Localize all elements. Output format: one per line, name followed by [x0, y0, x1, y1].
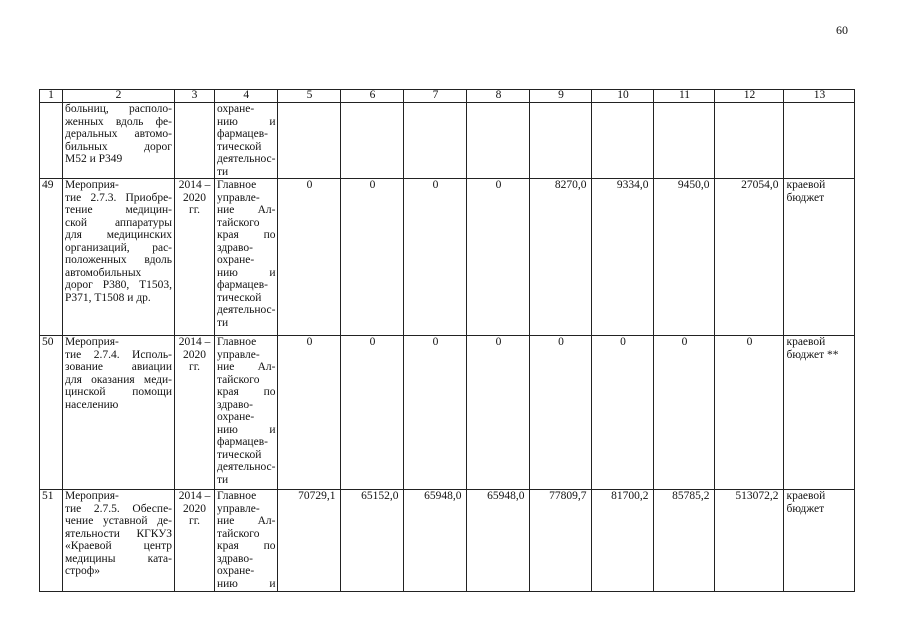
- value-cell: 0: [278, 179, 341, 336]
- measure-name-line: для медицинских: [65, 229, 172, 241]
- measure-name-line: автомобильных: [65, 266, 142, 279]
- value-cell: 27054,0: [715, 179, 784, 336]
- funding-source-line: краевой: [786, 490, 826, 502]
- measure-name-line: Мероприя-: [65, 490, 119, 502]
- value-cell: [467, 103, 530, 179]
- column-header: 6: [341, 90, 404, 103]
- period-line: гг.: [188, 204, 200, 216]
- column-header: 5: [278, 90, 341, 103]
- value-cell: [404, 103, 467, 179]
- value-cell: 9334,0: [592, 179, 654, 336]
- measure-name-line: деральных автомо-: [65, 128, 172, 140]
- table-row: [40, 336, 855, 490]
- value-cell: [592, 103, 654, 179]
- executor-line: тайского: [217, 527, 260, 540]
- value-cell: 0: [278, 336, 341, 490]
- executor-line: края по: [217, 229, 276, 241]
- measure-name-line: тие 2.7.5. Обеспе-: [65, 502, 172, 515]
- column-header: 7: [404, 90, 467, 103]
- value-cell: 0: [404, 336, 467, 490]
- executor-line: здраво-: [217, 398, 253, 411]
- column-header: 13: [784, 90, 855, 103]
- executor-line: нию и: [217, 266, 276, 279]
- measure-name-line: чение уставной де-: [65, 515, 172, 527]
- value-cell: 0: [467, 336, 530, 490]
- executor-line: нию и: [217, 115, 276, 128]
- value-cell: [341, 103, 404, 179]
- value-cell: [278, 103, 341, 179]
- executor-line: деятельнос-: [217, 153, 276, 165]
- measure-name-line: положенных вдоль: [65, 254, 172, 266]
- measure-name-line: женных вдоль фе-: [65, 115, 172, 128]
- executor-line: тической: [217, 291, 262, 304]
- executor-line: фармацев-: [217, 128, 268, 140]
- column-header: 12: [715, 90, 784, 103]
- funding-source: [784, 336, 855, 490]
- value-cell: [654, 103, 715, 179]
- funding-source-line: бюджет: [786, 502, 825, 515]
- executor-line: тайского: [217, 216, 260, 229]
- value-cell: 77809,7: [530, 490, 592, 592]
- period-line: 2020: [183, 191, 206, 204]
- executor-line: тической: [217, 140, 262, 153]
- value-cell: 0: [654, 336, 715, 490]
- value-cell: 65948,0: [404, 490, 467, 592]
- executor-line: деятельнос-: [217, 304, 276, 316]
- executor-line: края по: [217, 386, 276, 398]
- measure-name-line: М52 и Р349: [65, 153, 123, 165]
- row-number: 49: [40, 179, 63, 336]
- measure-name-line: организаций, рас-: [65, 241, 172, 254]
- period-line: гг.: [188, 361, 200, 373]
- measure-name-line: зование авиации: [65, 361, 172, 373]
- executor-line: управле-: [217, 191, 260, 204]
- measure-name: [63, 103, 175, 179]
- funding-source: [784, 179, 855, 336]
- value-cell: 81700,2: [592, 490, 654, 592]
- period-line: 2014 –: [178, 179, 211, 191]
- table-row: [40, 490, 855, 592]
- table-row: [40, 179, 855, 336]
- value-cell: 0: [592, 336, 654, 490]
- executor: [215, 490, 278, 592]
- period: [175, 179, 215, 336]
- value-cell: 513072,2: [715, 490, 784, 592]
- executor-line: фармацев-: [217, 436, 268, 448]
- executor: [215, 103, 278, 179]
- measure-name-line: больниц, располо-: [65, 103, 172, 115]
- measure-name-line: тие 2.7.3. Приобре-: [65, 191, 172, 204]
- measure-name: [63, 490, 175, 592]
- measure-name: [63, 179, 175, 336]
- measure-name-line: тие 2.7.4. Исполь-: [65, 348, 172, 361]
- row-number: 51: [40, 490, 63, 592]
- measure-name-line: ской аппаратуры: [65, 216, 172, 229]
- funding-source-line: краевой: [786, 179, 826, 191]
- executor-line: Главное: [217, 179, 257, 191]
- funding-source: [784, 103, 855, 179]
- period-line: 2014 –: [178, 490, 211, 502]
- funding-source-line: краевой: [786, 336, 826, 348]
- executor-line: края по: [217, 540, 276, 552]
- executor-line: охране-: [217, 565, 255, 577]
- value-cell: 0: [404, 179, 467, 336]
- header-row: [40, 90, 855, 103]
- executor-line: управле-: [217, 348, 260, 361]
- value-cell: 65948,0: [467, 490, 530, 592]
- measure-name-line: ятельности КГКУЗ: [65, 527, 172, 540]
- column-header: 8: [467, 90, 530, 103]
- funding-source: [784, 490, 855, 592]
- executor-line: Главное: [217, 336, 257, 348]
- value-cell: 9450,0: [654, 179, 715, 336]
- column-header: 9: [530, 90, 592, 103]
- executor-line: охране-: [217, 103, 255, 115]
- measure-name-line: дорог Р380, Т1503,: [65, 279, 172, 291]
- value-cell: 85785,2: [654, 490, 715, 592]
- value-cell: 65152,0: [341, 490, 404, 592]
- executor: [215, 336, 278, 490]
- period: [175, 490, 215, 592]
- executor-line: нию и: [217, 423, 276, 436]
- executor-line: ние Ал-: [217, 204, 276, 216]
- value-cell: 70729,1: [278, 490, 341, 592]
- executor-line: нию и: [217, 577, 276, 590]
- value-cell: 8270,0: [530, 179, 592, 336]
- value-cell: [530, 103, 592, 179]
- measure-name-line: тение медицин-: [65, 204, 172, 216]
- executor-line: тайского: [217, 373, 260, 386]
- value-cell: 0: [715, 336, 784, 490]
- funding-source-line: бюджет **: [786, 348, 839, 361]
- value-cell: 0: [341, 179, 404, 336]
- column-header: 1: [40, 90, 63, 103]
- value-cell: 0: [341, 336, 404, 490]
- value-cell: [715, 103, 784, 179]
- measure-name-line: бильных дорог: [65, 140, 172, 153]
- measure-name-line: строф»: [65, 565, 100, 577]
- executor-line: управле-: [217, 502, 260, 515]
- executor-line: фармацев-: [217, 279, 268, 291]
- column-header: 3: [175, 90, 215, 103]
- period: [175, 103, 215, 179]
- measure-name-line: Мероприя-: [65, 336, 119, 348]
- measure-name: [63, 336, 175, 490]
- row-number: 50: [40, 336, 63, 490]
- executor-line: ти: [217, 473, 229, 486]
- budget-table: [39, 89, 855, 592]
- funding-source-line: бюджет: [786, 191, 825, 204]
- value-cell: 0: [530, 336, 592, 490]
- executor-line: здраво-: [217, 241, 253, 254]
- measure-name-line: населению: [65, 398, 119, 411]
- measure-name-line: Р371, Т1508 и др.: [65, 291, 151, 304]
- page-number: 60: [836, 23, 848, 37]
- period-line: 2020: [183, 502, 206, 515]
- executor-line: ти: [217, 165, 229, 178]
- period-line: 2020: [183, 348, 206, 361]
- executor-line: ние Ал-: [217, 361, 276, 373]
- executor-line: тической: [217, 448, 262, 461]
- executor-line: ти: [217, 316, 229, 329]
- measure-name-line: для оказания меди-: [65, 373, 172, 386]
- executor-line: ние Ал-: [217, 515, 276, 527]
- executor-line: деятельнос-: [217, 461, 276, 473]
- column-header: 2: [63, 90, 175, 103]
- measure-name-line: Мероприя-: [65, 179, 119, 191]
- column-header: 4: [215, 90, 278, 103]
- executor-line: охране-: [217, 254, 255, 266]
- executor-line: Главное: [217, 490, 257, 502]
- row-number: [40, 103, 63, 179]
- period: [175, 336, 215, 490]
- executor: [215, 179, 278, 336]
- table-row: [40, 103, 855, 179]
- measure-name-line: цинской помощи: [65, 386, 172, 398]
- executor-line: охране-: [217, 411, 255, 423]
- period-line: гг.: [188, 515, 200, 527]
- column-header: 10: [592, 90, 654, 103]
- measure-name-line: «Краевой центр: [65, 540, 172, 552]
- measure-name-line: медицины ката-: [65, 552, 172, 565]
- column-header: 11: [654, 90, 715, 103]
- executor-line: здраво-: [217, 552, 253, 565]
- period-line: 2014 –: [178, 336, 211, 348]
- value-cell: 0: [467, 179, 530, 336]
